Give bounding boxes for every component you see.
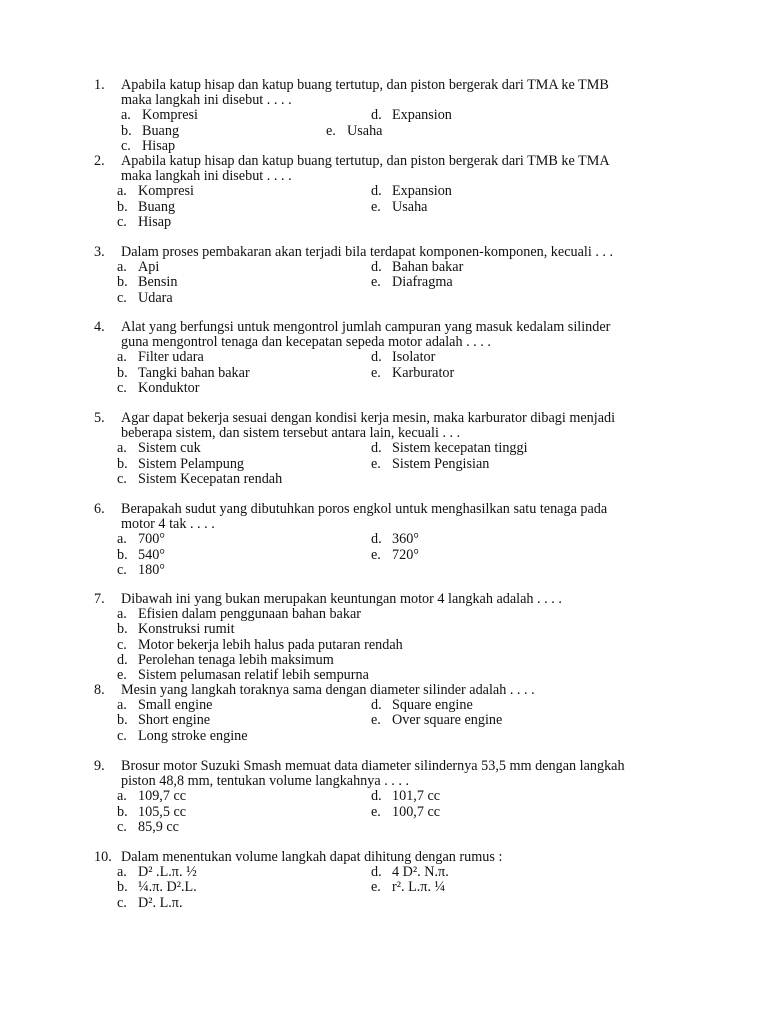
question-text: guna mengontrol tenaga dan kecepatan sepeda motor adalah . . . . [121, 334, 491, 351]
option-c: c. Konduktor [117, 379, 200, 396]
option-e: e. 720° [371, 546, 419, 563]
question-number: 6. [94, 501, 105, 517]
question-text: Berapakah sudut yang dibutuhkan poros engkol untuk menghasilkan satu tenaga pada [121, 501, 608, 517]
option-e: e. 100,7 cc [371, 803, 441, 820]
question-text: maka langkah ini disebut . . . . [121, 92, 292, 109]
option-a: a. Small engine [117, 697, 213, 714]
question-text: Dibawah ini yang bukan merupakan keuntungan motor 4 langkah adalah . . . . [121, 591, 562, 607]
option-a: a. Kompresi [117, 183, 194, 200]
question-text: Apabila katup hisap dan katup buang tertutup, dan piston bergerak dari TMB ke TMA [121, 153, 610, 169]
question-2 [0, 154, 768, 230]
question-5 [0, 411, 768, 487]
question-3 [0, 245, 768, 306]
question-number: 9. [94, 758, 105, 774]
option-b: b. Bensin [117, 274, 178, 291]
option-b: b. ¼.π. D².L. [117, 879, 197, 896]
question-text: beberapa sistem, dan sistem tersebut antara lain, kecuali . . . [121, 425, 461, 442]
option-e: e. Over square engine [371, 712, 503, 729]
option-a: a. Kompresi [121, 107, 198, 124]
option-c: c. Sistem Kecepatan rendah [117, 470, 283, 487]
option-a: a. Sistem cuk [117, 440, 201, 457]
option-b: b. 105,5 cc [117, 803, 187, 820]
question-number: 3. [94, 244, 105, 260]
option-e: e. Sistem Pengisian [371, 455, 490, 472]
question-1 [0, 78, 768, 154]
option-d: d. Bahan bakar [371, 259, 464, 276]
question-number: 4. [94, 319, 105, 335]
question-text: Agar dapat bekerja sesuai dengan kondisi kerja mesin, maka karburator dibagi menjadi [121, 410, 616, 426]
question-number: 10. [94, 849, 112, 865]
question-text: Apabila katup hisap dan katup buang tertutup, dan piston bergerak dari TMA ke TMB [121, 77, 609, 93]
option-a: a. 700° [117, 531, 165, 548]
option-c: c. Udara [117, 289, 173, 306]
option-a: a. Efisien dalam penggunaan bahan bakar [117, 606, 361, 623]
option-e: e. Usaha [371, 198, 428, 215]
option-e: e. Karburator [371, 364, 455, 381]
option-e: e. Usaha [326, 122, 383, 139]
question-text: Alat yang berfungsi untuk mengontrol jumlah campuran yang masuk kedalam silinder [121, 319, 611, 335]
option-c: c. Motor bekerja lebih halus pada putaran rendah [117, 636, 403, 653]
option-d: d. Perolehan tenaga lebih maksimum [117, 651, 334, 668]
question-number: 5. [94, 410, 105, 426]
option-d: d. Expansion [371, 107, 452, 124]
question-text: Dalam menentukan volume langkah dapat dihitung dengan rumus : [121, 849, 503, 865]
option-c: c. Hisap [117, 213, 172, 230]
question-4 [0, 320, 768, 396]
option-c: c. Long stroke engine [117, 727, 248, 744]
option-b: b. Konstruksi rumit [117, 621, 235, 638]
option-e: e. r². L.π. ¼ [371, 879, 446, 896]
question-text: maka langkah ini disebut . . . . [121, 168, 292, 185]
option-a: a. 109,7 cc [117, 788, 187, 805]
option-a: a. D² .L.π. ½ [117, 864, 197, 881]
question-number: 7. [94, 591, 105, 607]
option-d: d. 4 D². N.π. [371, 864, 449, 881]
option-c: c. D². L.π. [117, 894, 183, 911]
option-b: b. Sistem Pelampung [117, 455, 245, 472]
question-text: Brosur motor Suzuki Smash memuat data diameter silindernya 53,5 mm dengan langkah [121, 758, 625, 774]
option-d: d. 360° [371, 531, 419, 548]
question-text: piston 48,8 mm, tentukan volume langkahnya . . . . [121, 773, 410, 790]
question-number: 8. [94, 682, 105, 698]
option-d: d. Isolator [371, 349, 436, 366]
option-b: b. Short engine [117, 712, 211, 729]
option-c: c. 85,9 cc [117, 818, 179, 835]
option-e: e. Sistem pelumasan relatif lebih sempurna [117, 666, 369, 683]
question-text: motor 4 tak . . . . [121, 516, 215, 533]
option-b: b. 540° [117, 546, 165, 563]
question-6 [0, 502, 768, 578]
question-text: Mesin yang langkah toraknya sama dengan diameter silinder adalah . . . . [121, 682, 535, 698]
question-number: 2. [94, 153, 105, 169]
option-d: d. Expansion [371, 183, 452, 200]
option-e: e. Diafragma [371, 274, 453, 291]
option-c: c. 180° [117, 561, 165, 578]
option-d: d. Sistem kecepatan tinggi [371, 440, 528, 457]
option-a: a. Filter udara [117, 349, 204, 366]
question-9 [0, 759, 768, 835]
option-b: b. Buang [121, 122, 180, 139]
option-d: d. 101,7 cc [371, 788, 441, 805]
option-b: b. Tangki bahan bakar [117, 364, 250, 381]
question-8 [0, 683, 768, 744]
option-c: c. Hisap [121, 137, 176, 154]
question-number: 1. [94, 77, 105, 93]
option-d: d. Square engine [371, 697, 473, 714]
question-7 [0, 592, 768, 683]
option-a: a. Api [117, 259, 160, 276]
option-b: b. Buang [117, 198, 176, 215]
question-10 [0, 850, 768, 911]
question-text: Dalam proses pembakaran akan terjadi bila terdapat komponen-komponen, kecuali . . . [121, 244, 614, 260]
